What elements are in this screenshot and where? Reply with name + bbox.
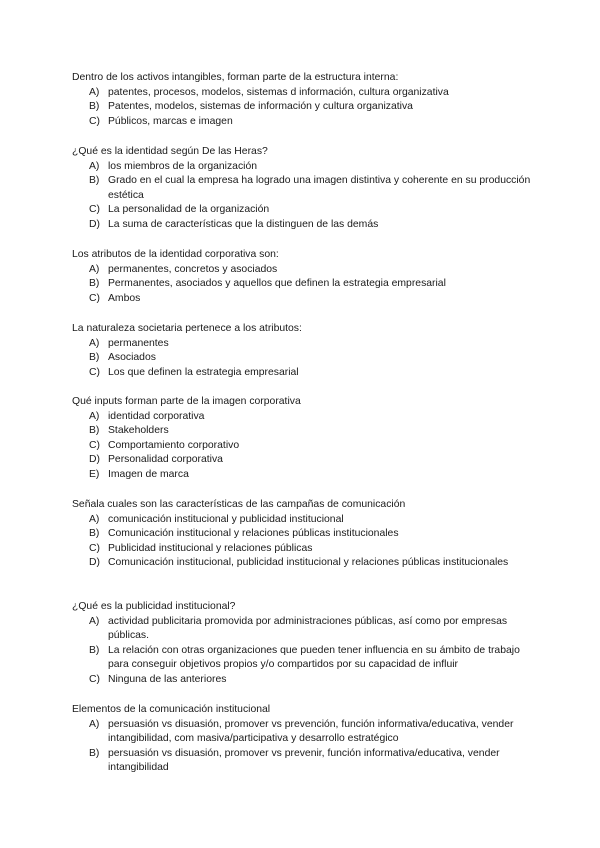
option-text: permanentes, concretos y asociados [108, 263, 278, 275]
option-c [72, 366, 532, 381]
question-text: Qué inputs forman parte de la imagen corporativa [72, 396, 301, 407]
question-6 [72, 498, 532, 571]
question-8 [72, 703, 532, 776]
option-text: Comunicación institucional y relaciones públicas institucionales [108, 528, 399, 540]
option-text: permanentes [108, 337, 169, 349]
option-b [72, 644, 532, 673]
option-list [72, 160, 532, 233]
option-text: identidad corporativa [108, 410, 205, 422]
option-e [72, 468, 532, 483]
option-letter: D) [89, 557, 100, 569]
question-text: Señala cuales son las características de las campañas de comunicación [72, 499, 406, 510]
option-text: Grado en el cual la empresa ha logrado una imagen distintiva y coherente en su producción estética [108, 175, 531, 201]
option-text: persuasión vs disuasión, promover vs prevenir, función informativa/educativa, vender intangibilidad [108, 747, 500, 774]
option-letter: B) [89, 747, 100, 759]
option-letter: C) [89, 542, 100, 554]
option-text: La personalidad de la organización [108, 204, 270, 216]
question-text: ¿Qué es la publicidad institucional? [72, 601, 236, 612]
option-b [72, 174, 532, 203]
question-1 [72, 71, 532, 129]
option-text: Ambos [108, 292, 141, 304]
question-5 [72, 395, 532, 483]
option-text: los miembros de la organización [108, 160, 258, 172]
option-list [72, 337, 532, 381]
question-text: Dentro de los activos intangibles, forman parte de la estructura interna: [72, 72, 399, 83]
option-letter: D) [89, 454, 100, 466]
option-letter: B) [89, 352, 100, 364]
option-letter: D) [89, 218, 100, 230]
option-list [72, 86, 532, 130]
option-letter: A) [89, 160, 100, 172]
option-list [72, 615, 532, 688]
option-a [72, 718, 532, 747]
option-c [72, 542, 532, 557]
option-d [72, 556, 532, 571]
option-b [72, 747, 532, 776]
option-text: Publicidad institucional y relaciones públicas [108, 542, 313, 554]
option-text: actividad publicitaria promovida por administraciones públicas, así como por empresas públicas. [108, 615, 508, 642]
option-letter: B) [89, 425, 100, 437]
option-a [72, 337, 532, 352]
option-a [72, 513, 532, 528]
option-letter: C) [89, 292, 100, 304]
option-text: Públicos, marcas e imagen [108, 115, 233, 127]
option-text: Asociados [108, 352, 156, 364]
option-b [72, 277, 532, 292]
option-letter: B) [89, 175, 100, 187]
option-d [72, 453, 532, 468]
option-text: comunicación institucional y publicidad institucional [108, 513, 344, 525]
option-text: Stakeholders [108, 425, 169, 437]
option-list [72, 513, 532, 571]
option-letter: A) [89, 410, 100, 422]
option-letter: A) [89, 615, 100, 627]
option-letter: C) [89, 115, 100, 127]
option-text: Personalidad corporativa [108, 454, 223, 466]
option-text: patentes, procesos, modelos, sistemas d información, cultura organizativa [108, 86, 449, 98]
option-a [72, 160, 532, 175]
question-3 [72, 248, 532, 306]
option-letter: A) [89, 513, 100, 525]
option-letter: B) [89, 278, 100, 290]
option-b [72, 527, 532, 542]
option-b [72, 100, 532, 115]
option-letter: A) [89, 337, 100, 349]
question-4 [72, 322, 532, 380]
question-text: Elementos de la comunicación institucional [72, 704, 271, 715]
option-a [72, 263, 532, 278]
option-c [72, 115, 532, 130]
option-text: La suma de características que la distinguen de las demás [108, 218, 379, 230]
question-text: ¿Qué es la identidad según De las Heras? [72, 146, 268, 157]
option-text: Los que definen la estrategia empresarial [108, 366, 299, 378]
option-letter: A) [89, 718, 100, 730]
option-text: La relación con otras organizaciones que pueden tener influencia en su ámbito de trabajo para conseguir objetivos propios y/o compartidos por su capacidad de influir [108, 644, 520, 671]
option-a [72, 410, 532, 425]
option-letter: B) [89, 528, 100, 540]
option-c [72, 203, 532, 218]
option-text: persuasión vs disuasión, promover vs prevención, función informativa/educativa, vender intangibilidad, com masiva/participativa y desarrollo estratégico [108, 718, 514, 745]
option-letter: B) [89, 101, 100, 113]
option-text: Imagen de marca [108, 468, 189, 480]
option-letter: E) [89, 468, 100, 480]
option-letter: B) [89, 644, 100, 656]
option-a [72, 615, 532, 644]
option-c [72, 439, 532, 454]
option-b [72, 424, 532, 439]
option-a [72, 86, 532, 101]
option-list [72, 410, 532, 483]
option-text: Comunicación institucional, publicidad institucional y relaciones públicas institucionales [108, 557, 509, 569]
question-text: Los atributos de la identidad corporativa son: [72, 249, 279, 260]
option-d [72, 218, 532, 233]
option-letter: C) [89, 366, 100, 378]
option-letter: C) [89, 439, 100, 451]
question-7 [72, 600, 532, 688]
option-letter: C) [89, 673, 100, 685]
question-2 [72, 145, 532, 233]
option-letter: A) [89, 263, 100, 275]
option-letter: A) [89, 86, 100, 98]
option-list [72, 718, 532, 776]
option-letter: C) [89, 204, 100, 216]
option-text: Comportamiento corporativo [108, 439, 240, 451]
option-text: Patentes, modelos, sistemas de información y cultura organizativa [108, 101, 413, 113]
option-c [72, 673, 532, 688]
option-b [72, 351, 532, 366]
question-text: La naturaleza societaria pertenece a los atributos: [72, 323, 302, 334]
option-c [72, 292, 532, 307]
option-list [72, 263, 532, 307]
option-text: Ninguna de las anteriores [108, 673, 227, 685]
option-text: Permanentes, asociados y aquellos que definen la estrategia empresarial [108, 278, 446, 290]
